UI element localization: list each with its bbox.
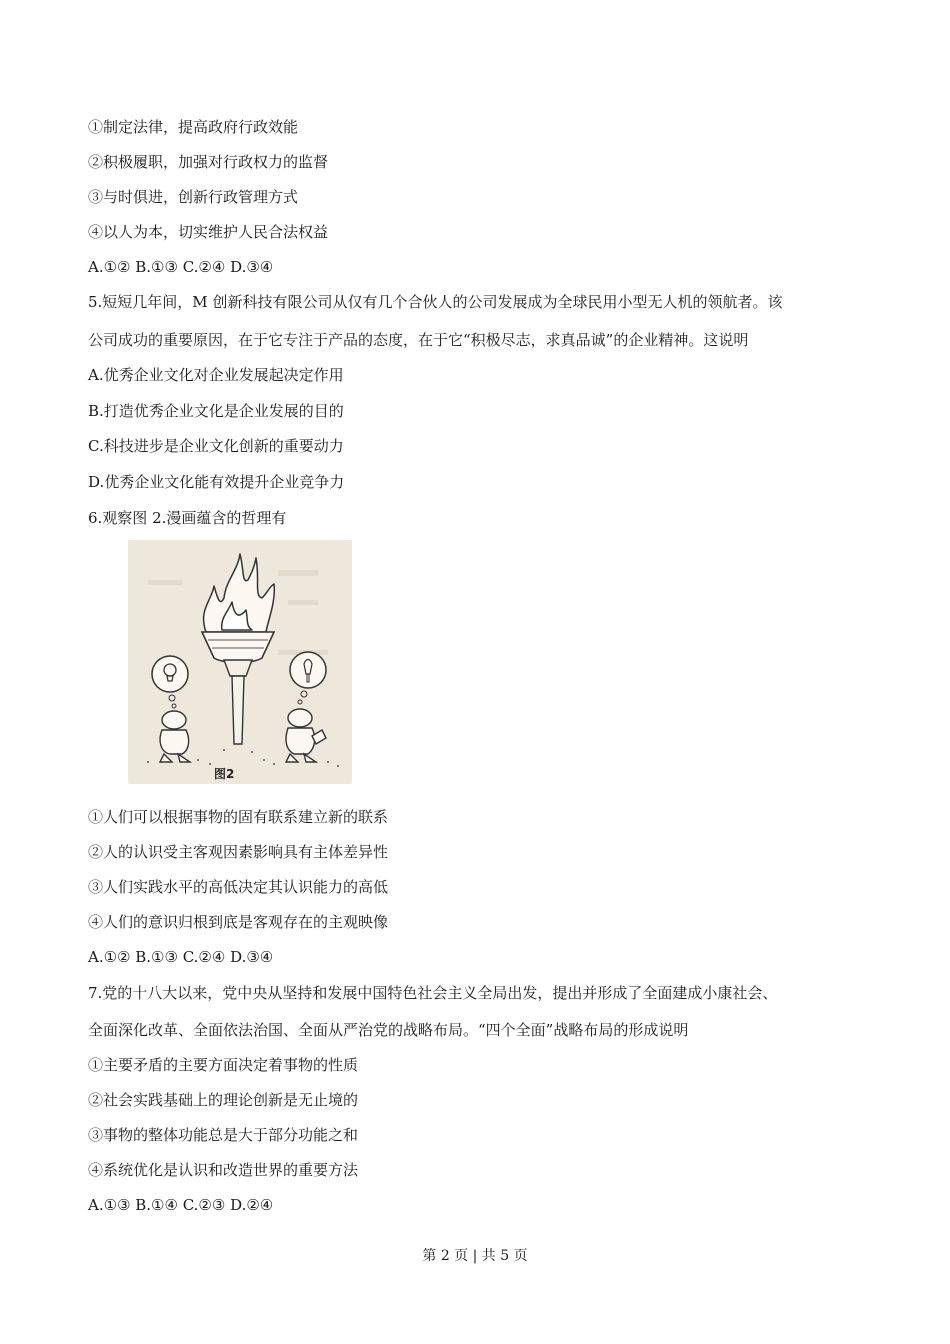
q6-option-1: ①人们可以根据事物的固有联系建立新的联系 [88, 808, 389, 826]
q5-option-a: A.优秀企业文化对企业发展起决定作用 [88, 366, 344, 384]
q7-stem-line1: 7.党的十八大以来，党中央从坚持和发展中国特色社会主义全局出发，提出并形成了全面建成小康社会、 [88, 984, 778, 1002]
q7-option-1: ①主要矛盾的主要方面决定着事物的性质 [88, 1056, 359, 1074]
q7-answer-choices: A.①③ B.①④ C.②③ D.②④ [88, 1196, 274, 1214]
q6-answer-choices: A.①② B.①③ C.②④ D.③④ [88, 948, 274, 966]
q7-option-2: ②社会实践基础上的理论创新是无止境的 [88, 1091, 359, 1109]
cartoon-illustration [128, 540, 352, 784]
figure-caption: 图2 [214, 767, 235, 781]
q6-option-2: ②人的认识受主客观因素影响具有主体差异性 [88, 843, 389, 861]
q4-option-2: ②积极履职，加强对行政权力的监督 [88, 153, 329, 171]
q4-option-4: ④以人为本，切实维护人民合法权益 [88, 223, 329, 241]
q5-option-d: D.优秀企业文化能有效提升企业竞争力 [88, 473, 345, 491]
q6-option-4: ④人们的意识归根到底是客观存在的主观映像 [88, 913, 389, 931]
q5-option-c: C.科技进步是企业文化创新的重要动力 [88, 437, 344, 455]
q4-option-1: ①制定法律，提高政府行政效能 [88, 118, 299, 136]
q5-option-b: B.打造优秀企业文化是企业发展的目的 [88, 402, 344, 420]
q7-option-4: ④系统优化是认识和改造世界的重要方法 [88, 1161, 359, 1179]
q7-option-3: ③事物的整体功能总是大于部分功能之和 [88, 1126, 359, 1144]
page-footer: 第 2 页 | 共 5 页 [422, 1248, 528, 1264]
q6-option-3: ③人们实践水平的高低决定其认识能力的高低 [88, 878, 389, 896]
cartoon-figure [128, 540, 352, 784]
q4-answer-choices: A.①② B.①③ C.②④ D.③④ [88, 258, 274, 276]
q5-stem-line2: 公司成功的重要原因，在于它专注于产品的态度，在于它“积极尽志，求真品诚”的企业精神。这说明 [88, 331, 749, 349]
q7-stem-line2: 全面深化改革、全面依法治国、全面从严治党的战略布局。“四个全面”战略布局的形成说明 [88, 1021, 689, 1039]
q4-option-3: ③与时俱进，创新行政管理方式 [88, 188, 299, 206]
q6-stem: 6.观察图 2.漫画蕴含的哲理有 [88, 509, 287, 527]
q5-stem-line1: 5.短短几年间，M 创新科技有限公司从仅有几个合伙人的公司发展成为全球民用小型无人机的领航者。该 [88, 293, 783, 311]
